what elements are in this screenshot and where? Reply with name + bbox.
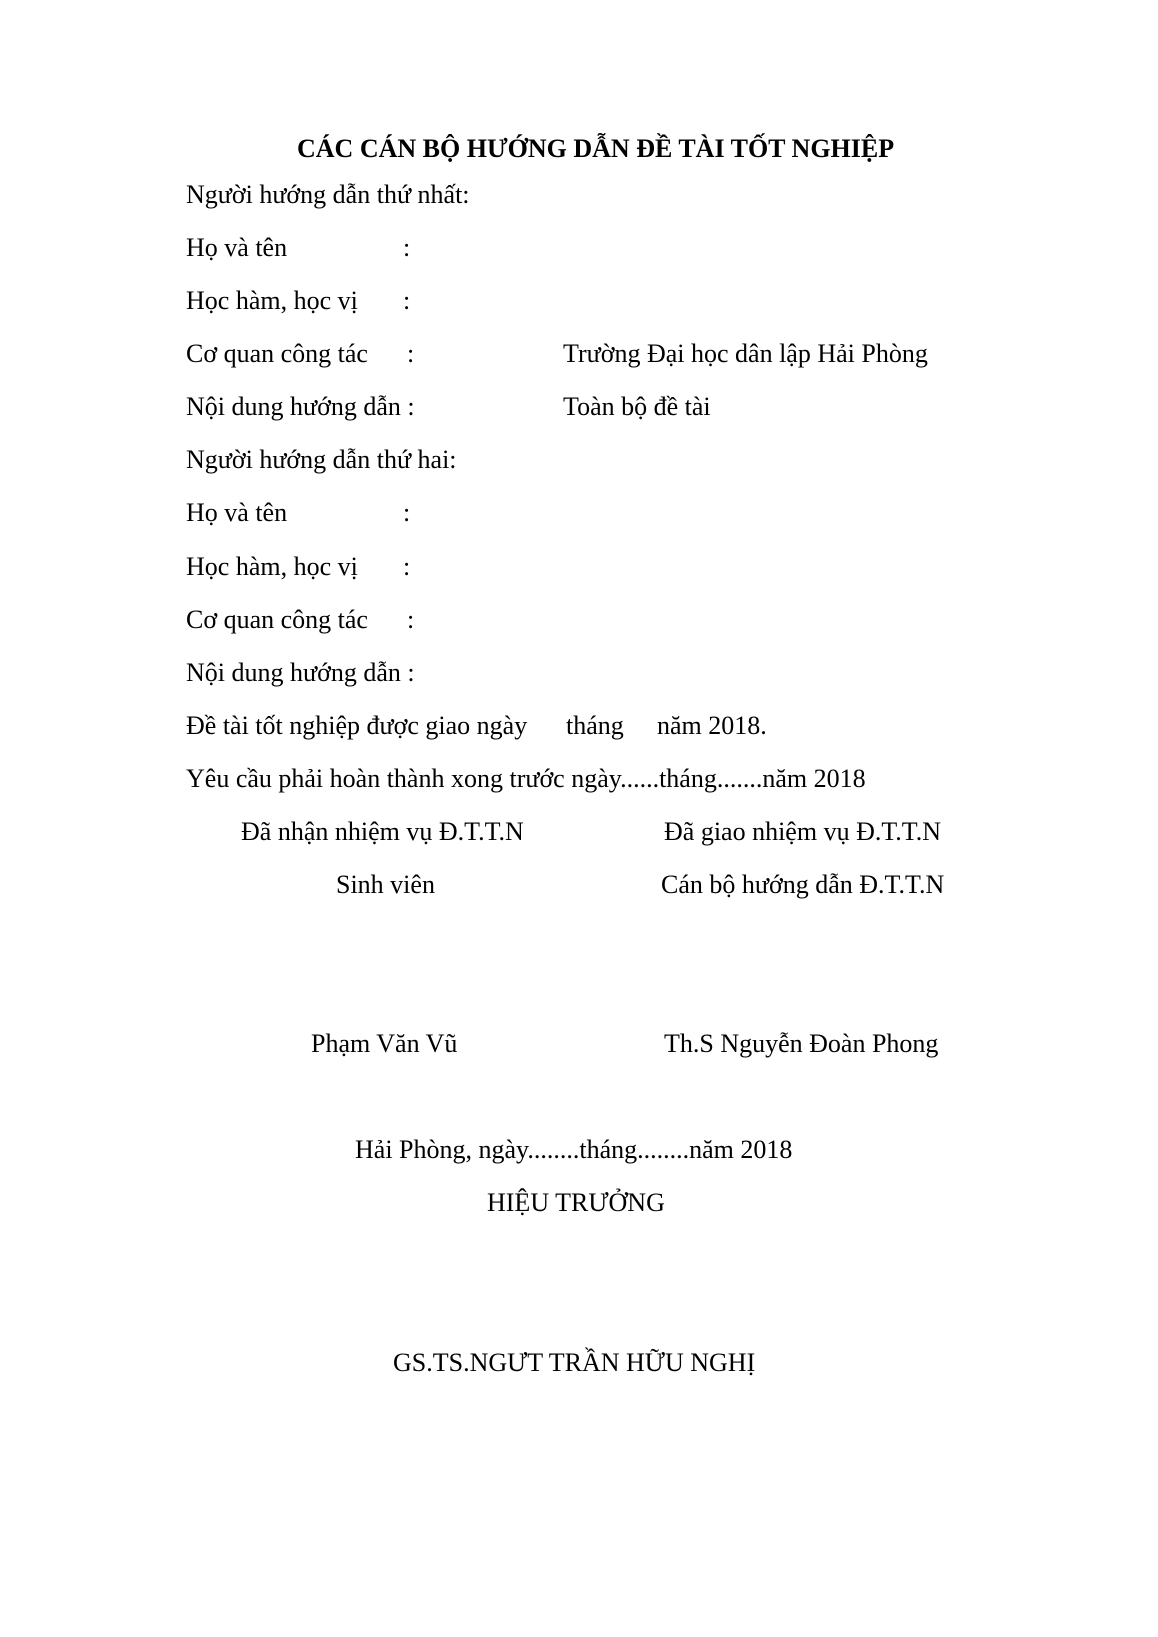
first-degree-label: Học hàm, học vị [186,286,358,315]
assigned-date-month: tháng [566,711,624,740]
first-org-value: Trường Đại học dân lập Hải Phòng [563,339,928,368]
student-signature-title: Đã nhận nhiệm vụ Đ.T.T.N [241,817,524,846]
second-name-label: Họ và tên [186,498,288,527]
deadline-line: Yêu cầu phải hoàn thành xong trước ngày......tháng.......năm 2018 [186,764,866,793]
first-degree-colon: : [403,286,411,315]
second-name-colon: : [403,498,411,527]
first-supervisor-heading: Người hướng dẫn thứ nhất: [186,180,470,209]
rector-name: GS.TS.NGƯT TRẦN HỮU NGHỊ [393,1348,756,1377]
supervisor-signature-title: Đã giao nhiệm vụ Đ.T.T.N [664,817,942,846]
first-name-colon: : [403,233,411,262]
student-name: Phạm Văn Vũ [311,1029,458,1058]
second-degree-label: Học hàm, học vị [186,552,358,581]
second-degree-colon: : [403,552,411,581]
page-title: CÁC CÁN BỘ HƯỚNG DẪN ĐỀ TÀI TỐT NGHIỆP [297,134,895,163]
student-role: Sinh viên [336,870,435,899]
assigned-date-year: năm 2018. [657,711,767,740]
supervisor-name: Th.S Nguyễn Đoàn Phong [664,1029,939,1058]
second-org-colon: : [407,605,415,634]
assigned-date-prefix: Đề tài tốt nghiệp được giao ngày [186,711,528,740]
supervisor-role: Cán bộ hướng dẫn Đ.T.T.N [661,870,945,899]
second-content-label: Nội dung hướng dẫn : [186,658,415,687]
first-content-label: Nội dung hướng dẫn : [186,392,415,421]
rector-title: HIỆU TRƯỞNG [487,1188,665,1217]
first-content-value: Toàn bộ đề tài [563,392,711,421]
second-supervisor-heading: Người hướng dẫn thứ hai: [186,445,457,474]
first-name-label: Họ và tên [186,233,288,262]
second-org-label: Cơ quan công tác [186,605,368,634]
footer-date-line: Hải Phòng, ngày........tháng........năm 2018 [355,1135,793,1164]
first-org-label: Cơ quan công tác [186,339,368,368]
first-org-colon: : [407,339,415,368]
